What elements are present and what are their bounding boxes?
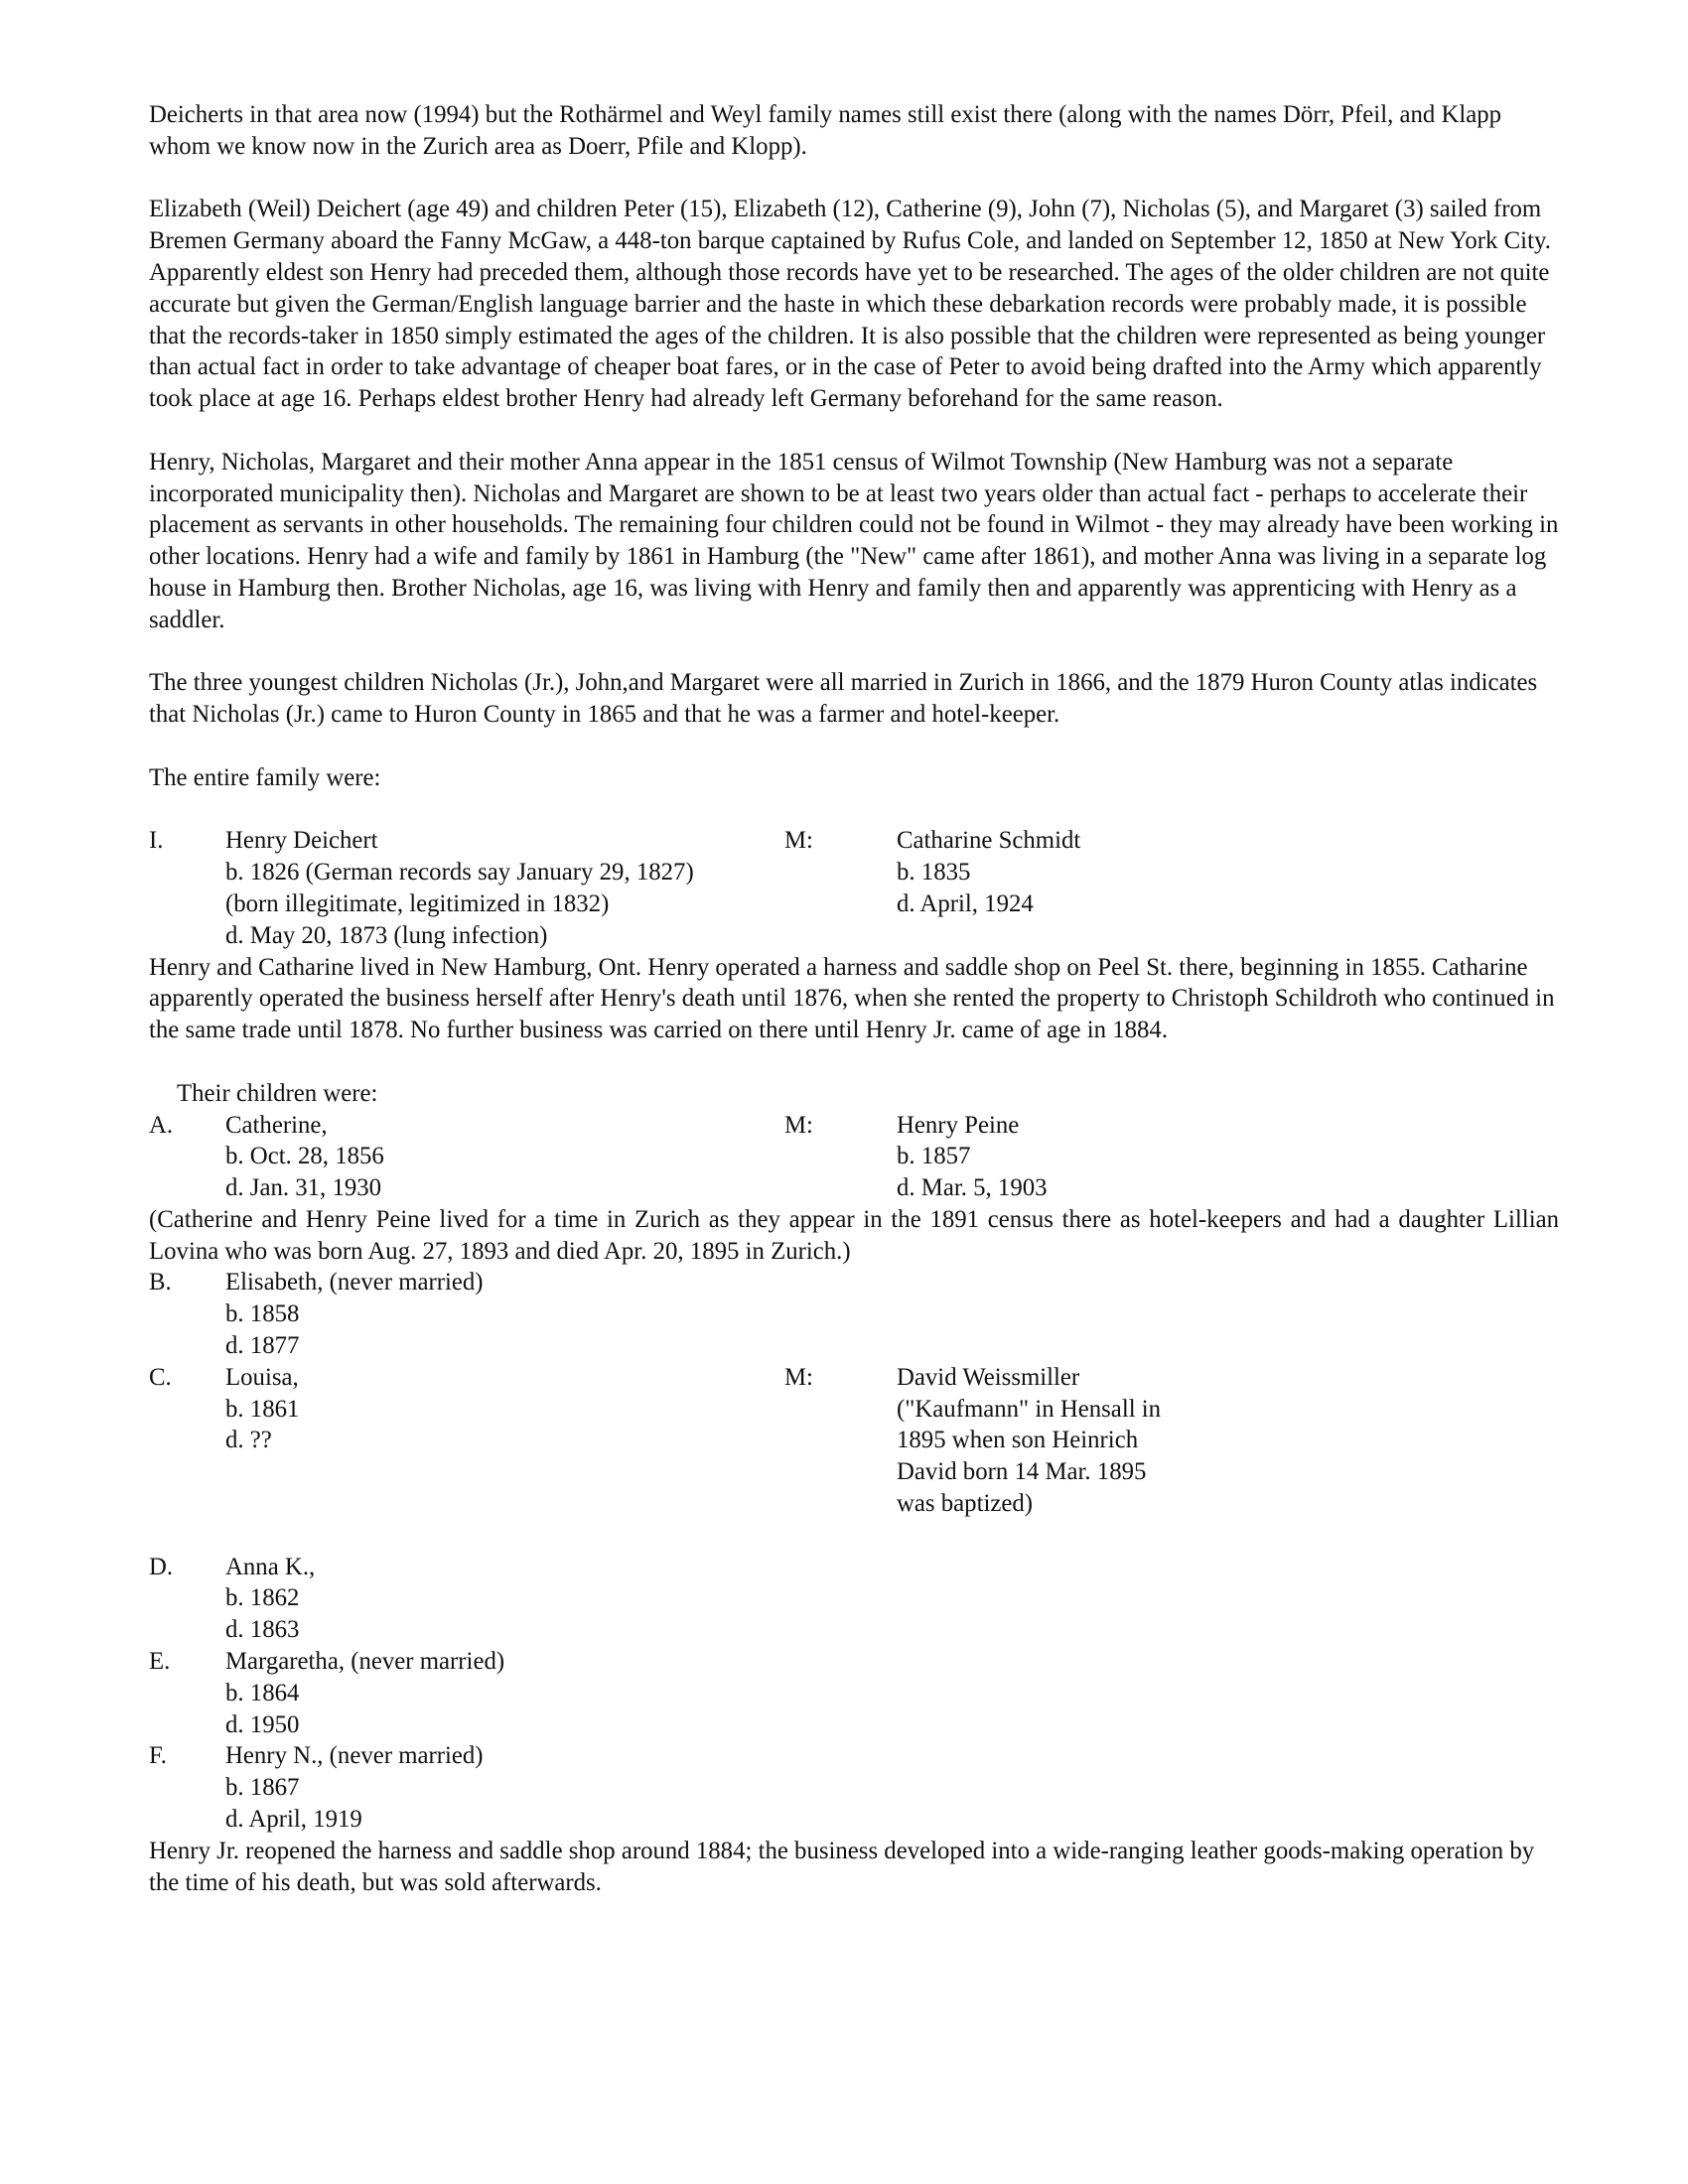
child-detail: b. 1861	[225, 1395, 300, 1423]
entry-number: I.	[149, 827, 164, 855]
entry-detail: b. 1826 (German records say January 29, 1827)	[225, 859, 694, 887]
entry-row	[149, 1709, 1559, 1741]
child-letter: F.	[149, 1742, 168, 1770]
child-entry-b	[149, 1267, 1559, 1361]
entry-row	[149, 1582, 1559, 1614]
child-letter: D.	[149, 1553, 174, 1580]
child-detail: d. April, 1919	[225, 1806, 362, 1834]
entry-row	[149, 1330, 1559, 1362]
entry-row	[149, 1646, 1559, 1678]
child-letter: C.	[149, 1363, 172, 1391]
child-entry-f	[149, 1740, 1559, 1835]
marriage-label: M:	[784, 827, 813, 855]
entry-row	[149, 1678, 1559, 1709]
entry-row	[149, 1552, 1559, 1583]
entry-henry-deichert	[149, 825, 1559, 1046]
child-detail: b. 1862	[225, 1584, 300, 1612]
child-detail: d. ??	[225, 1427, 272, 1454]
entry-row	[149, 1362, 1559, 1394]
entry-row	[149, 1298, 1559, 1330]
paragraph-family-intro: The entire family were:	[149, 763, 381, 791]
spouse-detail: d. Mar. 5, 1903	[897, 1174, 1048, 1202]
entry-row	[149, 1172, 1559, 1204]
entry-row	[149, 1110, 1559, 1142]
child-detail: d. 1950	[225, 1710, 300, 1738]
entry-row	[149, 1804, 1559, 1836]
child-detail: b. 1858	[225, 1300, 300, 1328]
document-page	[149, 99, 1559, 1898]
child-detail: b. 1867	[225, 1774, 300, 1802]
child-letter: E.	[149, 1648, 171, 1676]
entry-row	[149, 888, 1559, 920]
paragraph-voyage: Elizabeth (Weil) Deichert (age 49) and children Peter (15), Elizabeth (12), Catherine (9), John (7), Nicholas (5), and Margaret (3) sailed from Bremen Germany aboard the Fanny McGaw, a 448-ton barque captained by Rufus Cole, and landed on September 12, 1850 at New York City. Apparently eldest son Henry had preceded them, although those records have yet to be researched. The ages of the older children are not quite accurate but given the German/English language barrier and the haste in which these debarkation records were probably made, it is possible that the records-taker in 1850 simply estimated the ages of the children. It is also possible that the children were represented as being younger than actual fact in order to take advantage of cheaper boat fares, or in the case of Peter to avoid being drafted into the Army which apparently took place at age 16. Perhaps eldest brother Henry had already left Germany beforehand for the same reason.	[149, 196, 1551, 413]
marriage-label: M:	[784, 1363, 813, 1391]
child-entry-a	[149, 1110, 1559, 1268]
child-entry-e	[149, 1646, 1559, 1740]
marriage-label: M:	[784, 1111, 813, 1139]
entry-detail: d. May 20, 1873 (lung infection)	[225, 921, 548, 949]
child-detail: d. 1863	[225, 1616, 300, 1644]
child-name: Anna K.,	[225, 1553, 316, 1580]
child-name: Elisabeth, (never married)	[225, 1269, 484, 1297]
entry-row	[149, 1456, 1559, 1488]
child-letter: A.	[149, 1111, 174, 1139]
entry-name: Henry Deichert	[225, 827, 378, 855]
entry-row	[149, 1488, 1559, 1520]
child-note: (Catherine and Henry Peine lived for a time in Zurich as they appear in the 1891 census there as hotel-keepers and had a daughter Lillian Lovina who was born Aug. 27, 1893 and died Apr. 20, 1895 in Zurich.)	[149, 1205, 1559, 1265]
spouse-detail: David born 14 Mar. 1895	[897, 1458, 1147, 1486]
entry-row	[149, 1740, 1559, 1772]
entry-note: Henry and Catharine lived in New Hamburg, Ont. Henry operated a harness and saddle shop on Peel St. there, beginning in 1855. Catharine apparently operated the business herself after Henry's death until 1876, when she rented the property to Christoph Schildroth who continued in the same trade until 1878. No further business was carried on there until Henry Jr. came of age in 1884.	[149, 953, 1555, 1044]
entry-detail: (born illegitimate, legitimized in 1832)	[225, 889, 610, 917]
spouse-detail: b. 1835	[897, 859, 971, 887]
child-name: Louisa,	[225, 1363, 299, 1391]
child-letter: B.	[149, 1269, 172, 1297]
child-name: Margaretha, (never married)	[225, 1648, 505, 1676]
child-detail: b. 1864	[225, 1679, 300, 1706]
children-label: Their children were:	[177, 1079, 378, 1107]
entry-row	[149, 920, 1559, 952]
paragraph-zurich-marriages: The three youngest children Nicholas (Jr.), John,and Margaret were all married in Zurich in 1866, and the 1879 Huron County atlas indicates that Nicholas (Jr.) came to Huron County in 1865 and that he was a farmer and hotel-keeper.	[149, 669, 1538, 729]
child-name: Catherine,	[225, 1111, 328, 1139]
spouse-detail: ("Kaufmann" in Hensall in	[897, 1395, 1162, 1423]
entry-row	[149, 1772, 1559, 1804]
spouse-detail: 1895 when son Heinrich	[897, 1427, 1139, 1454]
child-detail: b. Oct. 28, 1856	[225, 1143, 384, 1170]
entry-row	[149, 1394, 1559, 1426]
entry-row	[149, 825, 1559, 857]
child-detail: d. 1877	[225, 1332, 300, 1360]
spouse-detail: was baptized)	[897, 1490, 1034, 1518]
spouse-name: Henry Peine	[897, 1111, 1020, 1139]
child-entry-d	[149, 1552, 1559, 1646]
entry-row	[149, 1267, 1559, 1298]
closing-paragraph: Henry Jr. reopened the harness and saddle shop around 1884; the business developed into a wide-ranging leather goods-making operation by the time of his death, but was sold afterwards.	[149, 1837, 1535, 1896]
spouse-name: David Weissmiller	[897, 1363, 1080, 1391]
entry-row	[149, 1614, 1559, 1646]
child-detail: d. Jan. 31, 1930	[225, 1174, 382, 1202]
entry-row	[149, 1141, 1559, 1172]
child-entry-c	[149, 1362, 1559, 1552]
paragraph-family-names: Deicherts in that area now (1994) but the Rothärmel and Weyl family names still exist there (along with the names Dörr, Pfeil, and Klapp whom we know now in the Zurich area as Doerr, Pfile and Klopp).	[149, 101, 1502, 160]
spouse-detail: b. 1857	[897, 1143, 971, 1170]
spacer	[149, 1520, 1559, 1552]
spouse-name: Catharine Schmidt	[897, 827, 1081, 855]
paragraph-census: Henry, Nicholas, Margaret and their mother Anna appear in the 1851 census of Wilmot Township (New Hamburg was not a separate incorporated municipality then). Nicholas and Margaret are shown to be at least two years older than actual fact - perhaps to accelerate their placement as servants in other households. The remaining four children could not be found in Wilmot - they may already have been working in other locations. Henry had a wife and family by 1861 in Hamburg (the "New" came after 1861), and mother Anna was living in a separate log house in Hamburg then. Brother Nicholas, age 16, was living with Henry and family then and apparently was apprenticing with Henry as a saddler.	[149, 448, 1559, 633]
child-name: Henry N., (never married)	[225, 1742, 484, 1770]
spouse-detail: d. April, 1924	[897, 889, 1034, 917]
entry-row	[149, 857, 1559, 888]
entry-row	[149, 1425, 1559, 1456]
